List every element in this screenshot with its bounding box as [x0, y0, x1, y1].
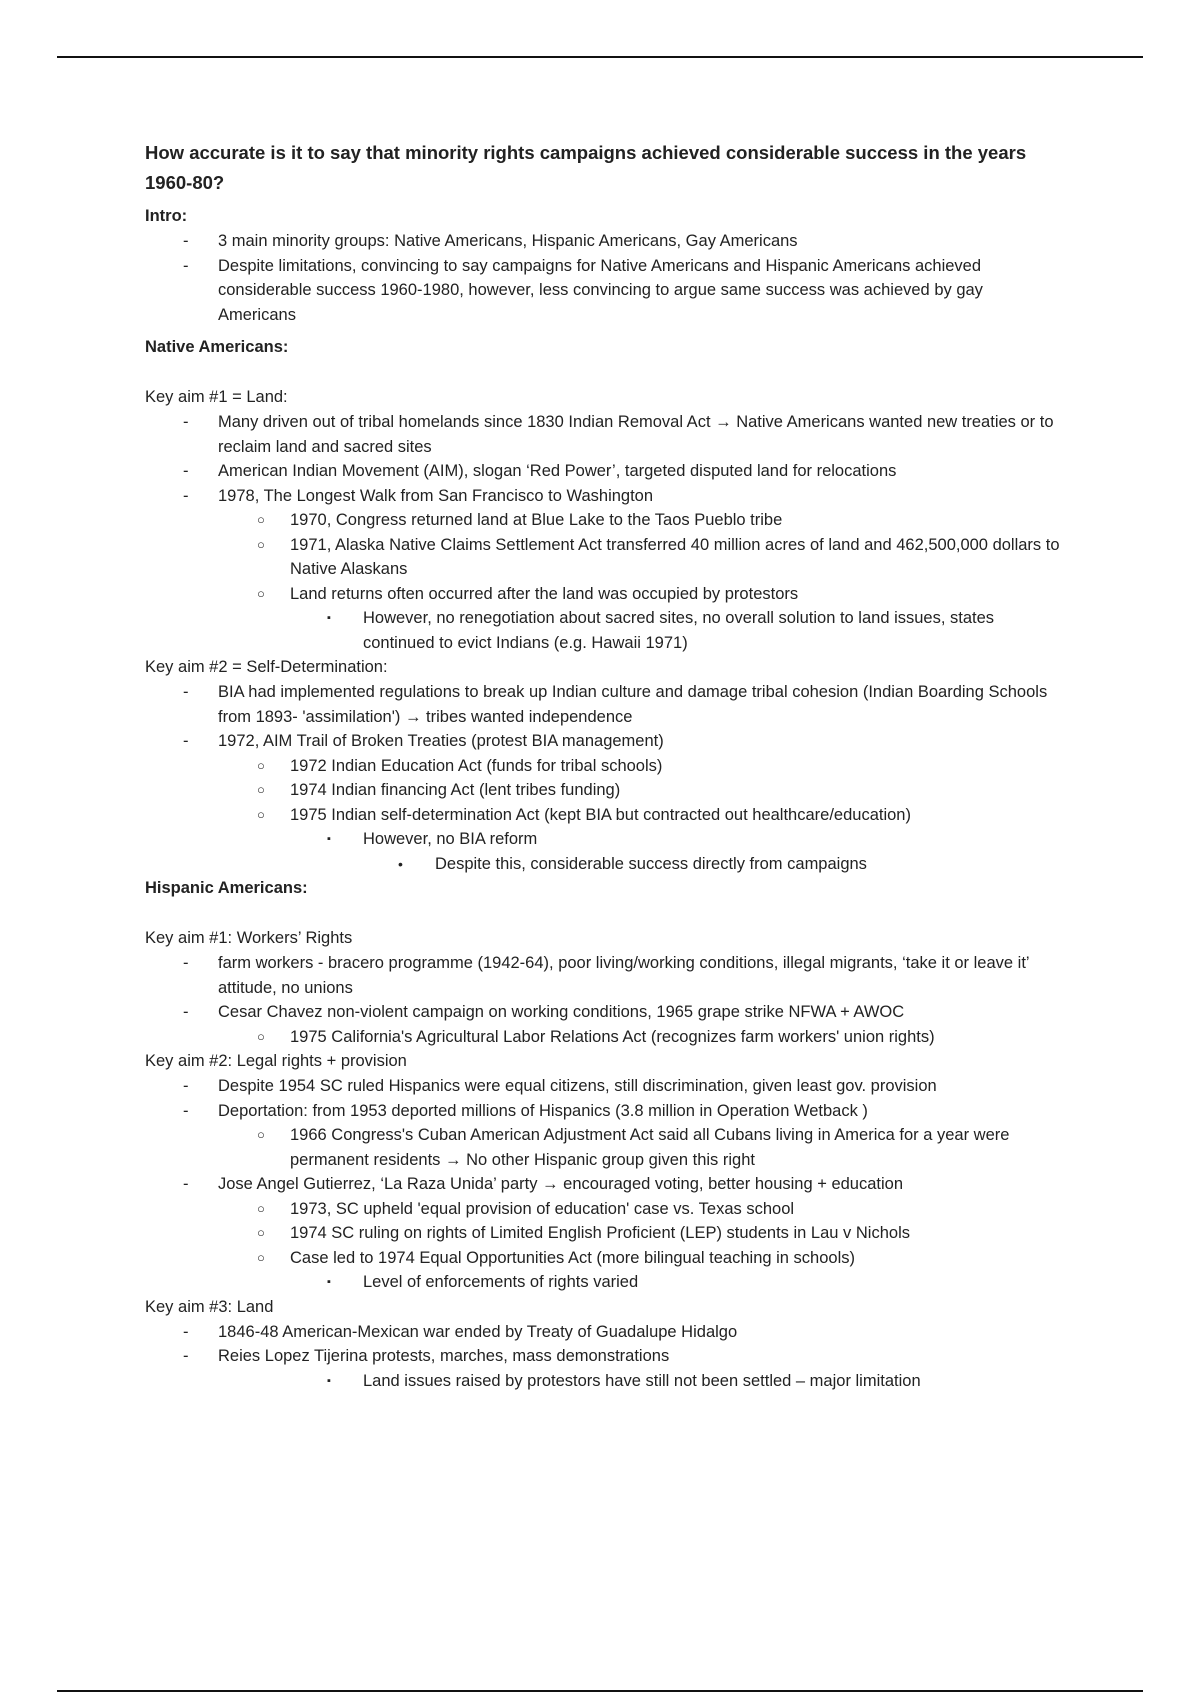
- list-item: - farm workers - bracero programme (1942-64), poor living/working conditions, illegal migrants, ‘take it or leave it’ attitude, no unions: [145, 951, 1060, 1000]
- dash-marker: -: [183, 1101, 189, 1120]
- list-item: - 1978, The Longest Walk from San Francisco to Washington: [145, 484, 1060, 509]
- list-item: - American Indian Movement (AIM), slogan ‘Red Power’, targeted disputed land for relocations: [145, 459, 1060, 484]
- dash-marker: -: [183, 256, 189, 275]
- list-item: - 1846-48 American-Mexican war ended by Treaty of Guadalupe Hidalgo: [145, 1320, 1060, 1345]
- native-americans-heading: Native Americans:: [145, 338, 289, 356]
- intro-heading: Intro:: [145, 207, 188, 225]
- dash-marker: -: [183, 1003, 189, 1021]
- dash-marker: -: [183, 413, 189, 431]
- dash-marker: -: [183, 954, 189, 972]
- list-item: ○ 1975 California's Agricultural Labor Relations Act (recognizes farm workers' union rights): [145, 1025, 1060, 1050]
- circle-bullet-icon: ○: [257, 806, 265, 822]
- key-aim-label: Key aim #1: Workers’ Rights: [145, 929, 353, 947]
- circle-bullet-icon: ○: [257, 1225, 265, 1240]
- square-bullet-icon: ▪: [327, 612, 331, 624]
- dash-marker: -: [183, 1322, 189, 1341]
- list-item: ○ 1970, Congress returned land at Blue Lake to the Taos Pueblo tribe: [145, 508, 1060, 533]
- key-aim-label: Key aim #1 = Land:: [145, 388, 288, 406]
- dash-marker: -: [183, 486, 189, 505]
- list-item: - Despite 1954 SC ruled Hispanics were equal citizens, still discrimination, given least gov. provision: [145, 1074, 1060, 1099]
- circle-bullet-icon: ○: [257, 585, 265, 601]
- circle-bullet-icon: ○: [257, 1127, 265, 1142]
- list-item: ○ 1973, SC upheld 'equal provision of education' case vs. Texas school: [145, 1197, 1060, 1222]
- document-body: [145, 138, 1060, 1393]
- essay-question: How accurate is it to say that minority rights campaigns achieved considerable success in the years 1960-80?: [145, 142, 1027, 193]
- list-item: - Cesar Chavez non-violent campaign on working conditions, 1965 grape strike NFWA + AWOC: [145, 1000, 1060, 1025]
- list-item: ▪ Land issues raised by protestors have still not been settled – major limitation: [145, 1369, 1060, 1394]
- list-item: • Despite this, considerable success directly from campaigns: [145, 852, 1060, 877]
- list-item: - Jose Angel Gutierrez, ‘La Raza Unida’ party → encouraged voting, better housing + education: [145, 1172, 1060, 1197]
- list-item: ▪ However, no BIA reform: [145, 827, 1060, 852]
- square-bullet-icon: ▪: [327, 833, 331, 845]
- list-item: - Despite limitations, convincing to say campaigns for Native Americans and Hispanic Americans achieved considerable success 1960-1980, however, less convincing to argue same success was achieved by gay Americans: [145, 254, 1060, 328]
- hispanic-americans-heading: Hispanic Americans:: [145, 879, 308, 897]
- circle-bullet-icon: ○: [257, 782, 265, 797]
- list-item: - BIA had implemented regulations to break up Indian culture and damage tribal cohesion (Indian Boarding Schools from 1893- 'assimilation') → tribes wanted independence: [145, 680, 1060, 729]
- dash-marker: -: [183, 1077, 189, 1095]
- key-aim-label: Key aim #2 = Self-Determination:: [145, 658, 388, 676]
- square-bullet-icon: ▪: [327, 1374, 331, 1387]
- dash-marker: -: [183, 462, 189, 480]
- circle-bullet-icon: ○: [257, 512, 265, 527]
- circle-bullet-icon: ○: [257, 1200, 265, 1216]
- key-aim-label: Key aim #3: Land: [145, 1297, 274, 1316]
- dash-marker: -: [183, 683, 189, 701]
- list-item: ○ 1975 Indian self-determination Act (kept BIA but contracted out healthcare/education): [145, 803, 1060, 828]
- header-rule: [57, 56, 1143, 58]
- dash-marker: -: [183, 1175, 189, 1193]
- dash-marker: -: [183, 232, 189, 250]
- list-item: - 1972, AIM Trail of Broken Treaties (protest BIA management): [145, 729, 1060, 754]
- list-item: ▪ However, no renegotiation about sacred sites, no overall solution to land issues, states continued to evict Indians (e.g. Hawaii 1971): [145, 606, 1060, 655]
- circle-bullet-icon: ○: [257, 1028, 265, 1044]
- list-item: ○ 1974 Indian financing Act (lent tribes funding): [145, 778, 1060, 803]
- list-item: - 3 main minority groups: Native Americans, Hispanic Americans, Gay Americans: [145, 229, 1060, 254]
- square-bullet-icon: ▪: [327, 1276, 331, 1288]
- list-item: - Many driven out of tribal homelands since 1830 Indian Removal Act → Native Americans wanted new treaties or to reclaim land and sacred sites: [145, 410, 1060, 459]
- circle-bullet-icon: ○: [257, 1249, 265, 1265]
- key-aim-label: Key aim #2: Legal rights + provision: [145, 1052, 407, 1070]
- dash-marker: -: [183, 732, 189, 750]
- list-item: - Reies Lopez Tijerina protests, marches, mass demonstrations: [145, 1344, 1060, 1369]
- list-item: ○ Land returns often occurred after the land was occupied by protestors: [145, 582, 1060, 607]
- dash-marker: -: [183, 1347, 189, 1365]
- list-item: ○ 1971, Alaska Native Claims Settlement Act transferred 40 million acres of land and 462,500,000 dollars to Native Alaskans: [145, 533, 1060, 582]
- list-item: ▪ Level of enforcements of rights varied: [145, 1270, 1060, 1295]
- list-item: ○ 1974 SC ruling on rights of Limited English Proficient (LEP) students in Lau v Nichols: [145, 1221, 1060, 1246]
- dot-bullet-icon: •: [398, 855, 403, 872]
- footer-rule: [57, 1690, 1143, 1692]
- circle-bullet-icon: ○: [257, 536, 265, 552]
- list-item: - Deportation: from 1953 deported millions of Hispanics (3.8 million in Operation Wetback ): [145, 1099, 1060, 1124]
- circle-bullet-icon: ○: [257, 757, 265, 773]
- list-item: ○ Case led to 1974 Equal Opportunities Act (more bilingual teaching in schools): [145, 1246, 1060, 1271]
- list-item: ○ 1966 Congress's Cuban American Adjustment Act said all Cubans living in America for a year were permanent residents → No other Hispanic group given this right: [145, 1123, 1060, 1172]
- list-item: ○ 1972 Indian Education Act (funds for tribal schools): [145, 754, 1060, 779]
